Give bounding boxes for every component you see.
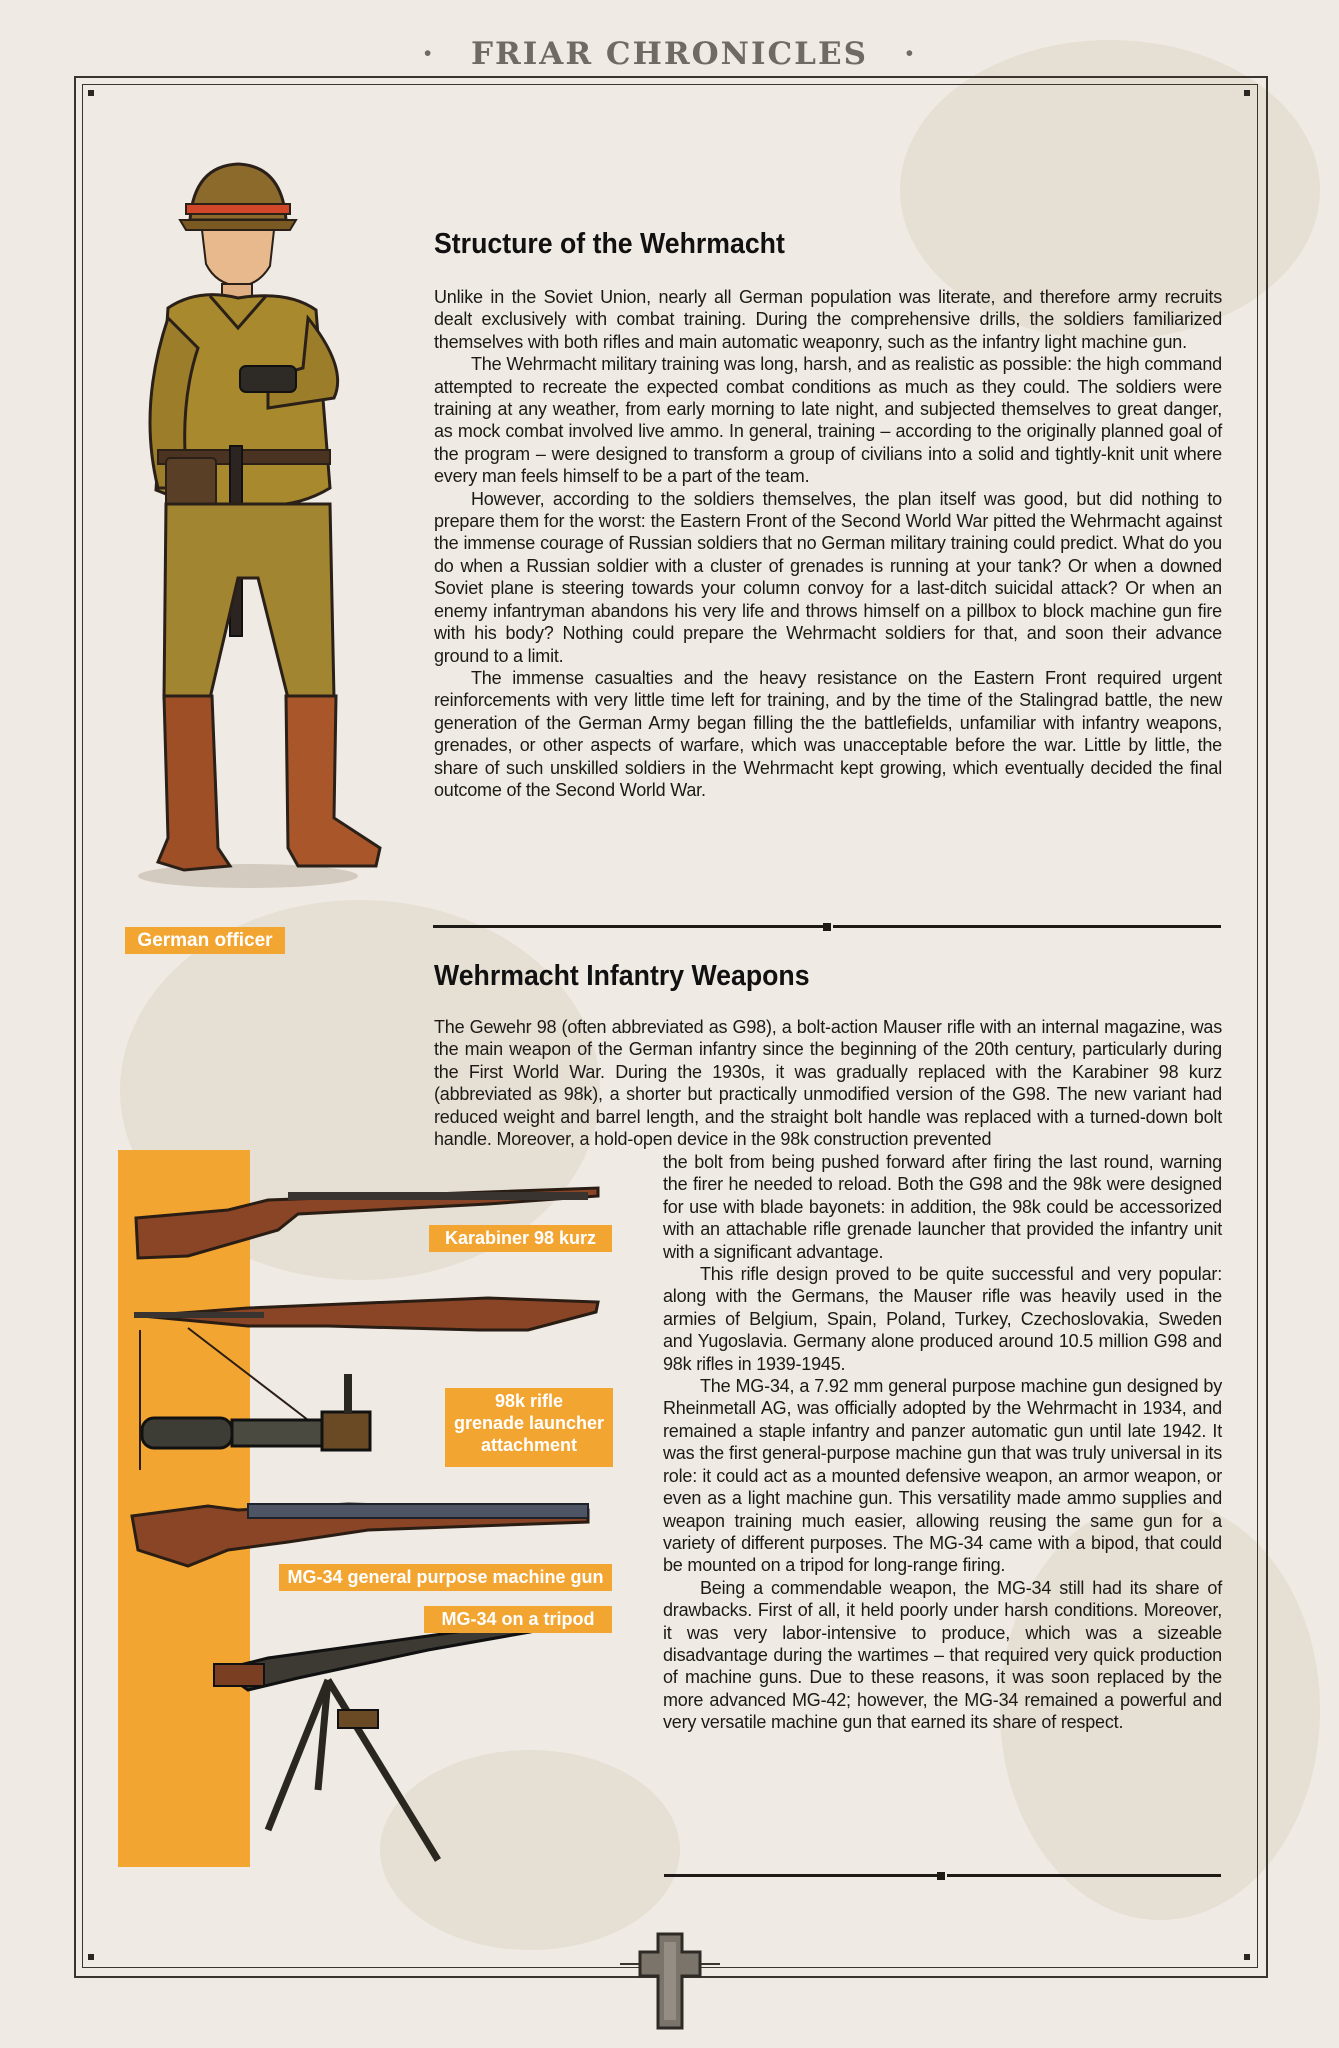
section-divider: [433, 925, 825, 928]
weapons-paragraph: Being a commendable weapon, the MG-34 still had its share of drawbacks. First of all, it held poorly under harsh conditions. Moreover, it was very labor-intensive to produce, which was a sizeable disadvantage during the wartimes – that required very quick production of machine guns. Due to these reasons, it was soon replaced by the more advanced MG-42; however, the MG-34 remained a powerful and very versatile machine gun that earned its share of respect.: [663, 1577, 1222, 1733]
structure-paragraph: Unlike in the Soviet Union, nearly all German population was literate, and therefore army recruits dealt exclusively with combat training. During the comprehensive drills, the soldiers familiarized themselves with both rifles and main automatic weaponry, such as the infantry light machine gun.: [434, 287, 1222, 352]
german-officer-illustration: [98, 158, 398, 898]
structure-paragraph: The Wehrmacht military training was long, harsh, and as realistic as possible: the high command attempted to recreate the expected combat conditions as much as they could. The soldiers were training at any weather, from early morning to late night, and subjected themselves to great danger, as mock combat involved live ammo. In general, training – according to the originally planned goal of the program – were designed to transform a group of civilians into a solid and tightly-knit unit where every man feels himself to be a part of the team.: [434, 354, 1222, 487]
weapons-body: [663, 1151, 1222, 1734]
frame-corner: [1244, 1954, 1250, 1960]
section-divider: [833, 925, 1221, 928]
section-structure-body: [434, 286, 1222, 801]
section-title-weapons: Wehrmacht Infantry Weapons: [434, 960, 810, 992]
label-mg34-tripod: MG-34 on a tripod: [424, 1606, 612, 1633]
label-mg34: MG-34 general purpose machine gun: [279, 1564, 612, 1591]
structure-paragraph: However, according to the soldiers themselves, the plan itself was good, but did nothing to prepare them for the worst: the Eastern Front of the Second World War pitted the Wehrmacht against the immense courage of Russian soldiers that no German military training could predict. What do you do when a Russian soldier with a cluster of grenades is running at your tank? Or when a downed Soviet plane is steering towards your column convoy for a last-ditch suicidal attack? Or when an enemy infantryman abandons his very life and throws himself on a pillbox to block machine gun fire with his body? Nothing could prepare the Wehrmacht soldiers for that, and soon their advance ground to a limit.: [434, 488, 1222, 666]
header-ornament-right: ·: [903, 36, 917, 72]
rifle-98k-with-bayonet: [134, 1298, 598, 1330]
header-ornament-left: ·: [422, 36, 436, 72]
label-grenade-line: attachment: [480, 1435, 578, 1455]
grenade-launcher-attachment: [142, 1374, 370, 1450]
weapons-paragraph: This rifle design proved to be quite successful and very popular: along with the Germans, the Mauser rifle was heavily used in the armies of Belgium, Spain, Poland, Turkey, Czechoslovakia, Sweden and Yugoslavia. Germany alone produced around 10.5 million G98 and 98k rifles in 1939-1945.: [663, 1264, 1222, 1374]
divider-dot: [823, 923, 831, 931]
section-divider: [947, 1874, 1221, 1877]
structure-paragraph: The immense casualties and the heavy resistance on the Eastern Front required urgent reinforcements with very little time left for training, and by the time of the Stalingrad battle, the new generation of the German Army began filling the the battlefields, unfamiliar with infantry weapons, grenades, or other aspects of warfare, which was unacceptable before the war. Little by little, the share of such unskilled soldiers in the Wehrmacht kept growing, which eventually decided the final outcome of the Second World War.: [434, 667, 1222, 800]
officer-caption: German officer: [125, 927, 285, 954]
divider-dot: [937, 1872, 945, 1880]
page-header: [0, 36, 1339, 72]
section-divider: [664, 1874, 939, 1877]
mg34-machine-gun: [132, 1504, 588, 1566]
mg34-on-tripod: [214, 1622, 530, 1860]
label-karabiner-98k: Karabiner 98 kurz: [429, 1225, 612, 1252]
weapons-intro: [434, 1016, 1222, 1150]
section-title-structure: Structure of the Wehrmacht: [434, 228, 785, 260]
weapons-paragraph: The MG-34, a 7.92 mm general purpose machine gun designed by Rheinmetall AG, was officially adopted by the Wehrmacht in 1934, and remained a staple infantry and panzer automatic gun until late 1942. It was the first general-purpose machine gun that was truly universal in its role: it could act as a mounted defensive weapon, an armor weapon, or even as a light machine gun. This versatility made ammo supplies and weapon training much easier, allowing reusing the same gun for a variety of different purposes. The MG-34 came with a bipod, that could be mounted on a tripod for long-range firing.: [663, 1376, 1222, 1576]
weapons-illustration: [128, 1170, 628, 1870]
frame-corner: [88, 90, 94, 96]
weapons-paragraph: the bolt from being pushed forward after firing the last round, warning the firer he needed to reload. Both the G98 and the 98k were designed for use with blade bayonets: in addition, the 98k could be accessorized with an attachable rifle grenade launcher that provided the infantry unit with a significant advantage.: [663, 1152, 1222, 1262]
label-grenade-line: grenade launcher: [453, 1413, 605, 1433]
footer-cross-icon: [620, 1928, 720, 2032]
frame-corner: [1244, 90, 1250, 96]
label-grenade-line: 98k rifle: [494, 1391, 564, 1411]
frame-corner: [88, 1954, 94, 1960]
weapons-intro-paragraph: The Gewehr 98 (often abbreviated as G98), a bolt-action Mauser rifle with an internal magazine, was the main weapon of the German infantry since the beginning of the 20th century, particularly during the First World War. During the 1930s, it was gradually replaced with the Karabiner 98 kurz (abbreviated as 98k), a shorter but practically unmodified version of the G98. The new variant had reduced weight and barrel length, and the straight bolt handle was replaced with a turned-down bolt handle. Moreover, a hold-open device in the 98k construction prevented: [434, 1017, 1222, 1150]
label-grenade-launcher: [445, 1388, 613, 1467]
header-title: FRIAR CHRONICLES: [471, 36, 868, 72]
